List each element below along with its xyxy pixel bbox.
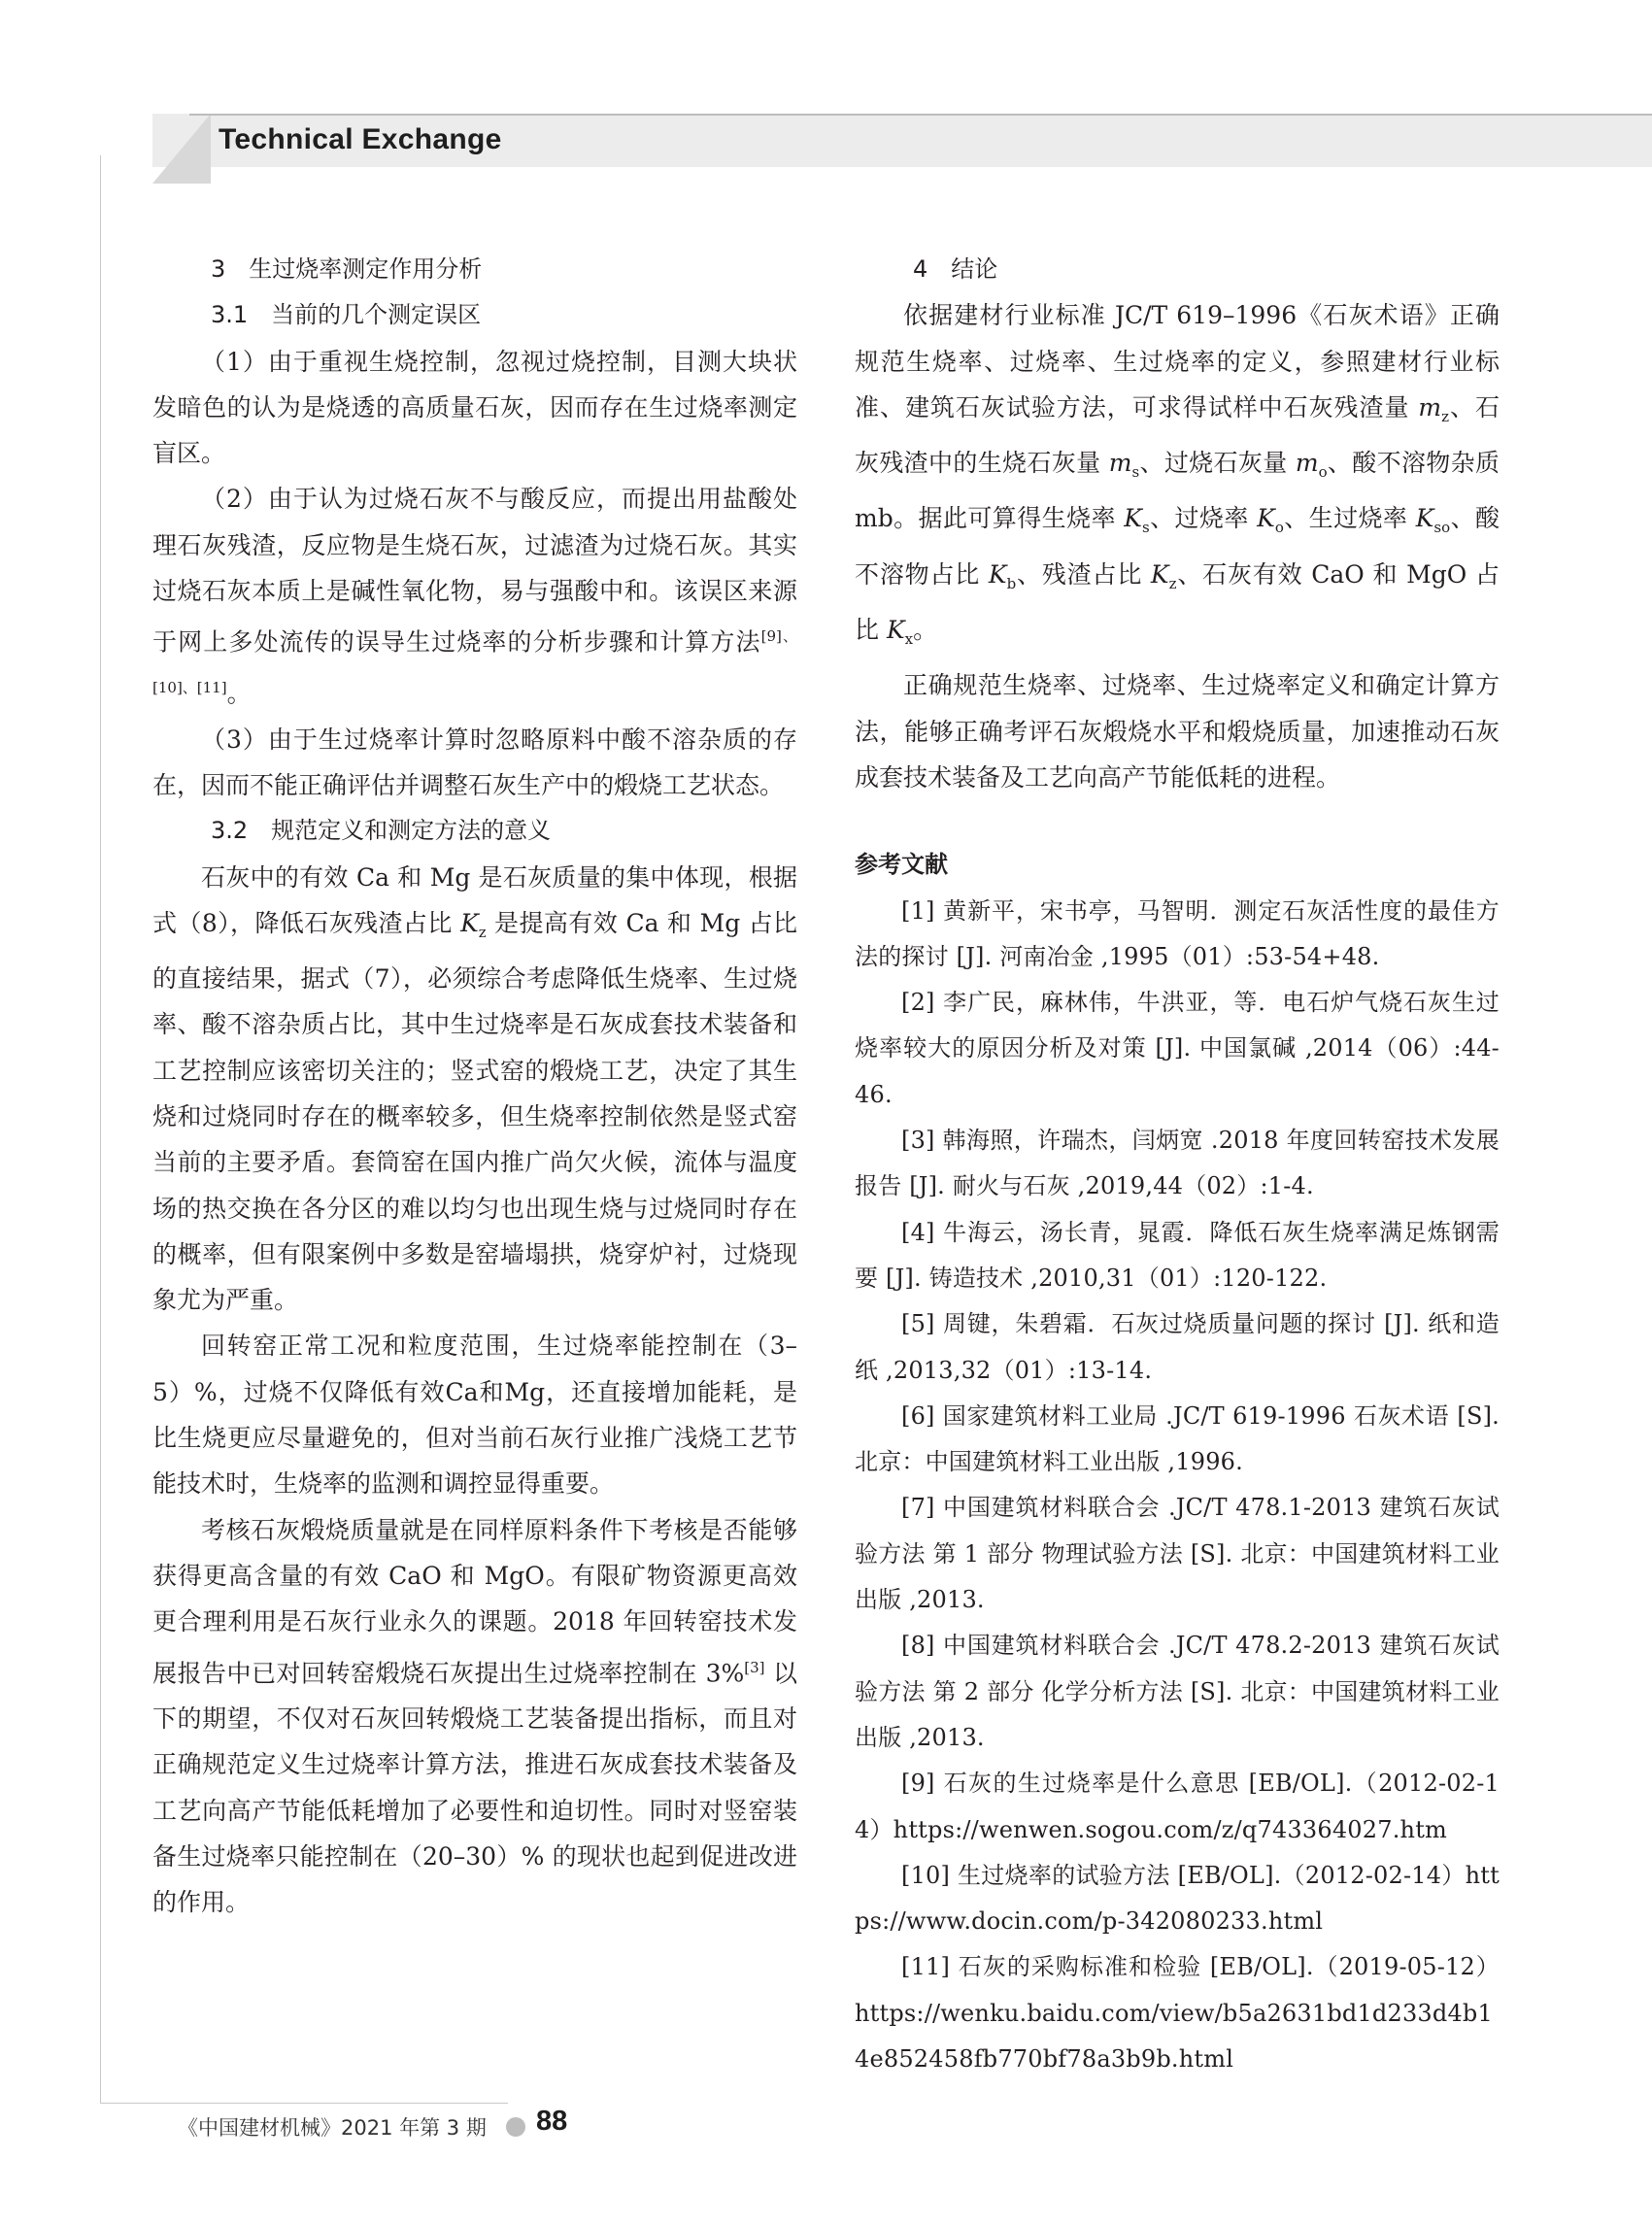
paragraph: （3）由于生过烧率计算时忽略原料中酸不溶杂质的存在，因而不能正确评估并调整石灰生产中的煅烧工艺状态。 <box>152 725 797 799</box>
reference-item: [2] 李广民，麻林伟，牛洪亚，等．电石炉气烧石灰生过烧率较大的原因分析及对策 [J]. 中国氯碱 ,2014（06）:44-46. <box>855 989 1500 1108</box>
page-number: 88 <box>536 2106 568 2137</box>
reference-item: [9] 石灰的生过烧率是什么意思 [EB/OL].（2012-02-14）https://wenwen.sogou.com/z/q743364027.htm <box>855 1770 1500 1843</box>
citation: [9]、[10]、[11] <box>152 627 797 696</box>
conclusion-paragraph: 正确规范生烧率、过烧率、生过烧率定义和确定计算方法，能够正确考评石灰煅烧水平和煅烧质量，加速推动石灰成套技术装备及工艺向高产节能低耗的进程。 <box>855 671 1500 792</box>
paragraph: （2）由于认为过烧石灰不与酸反应，而提出用盐酸处理石灰残渣，反应物是生烧石灰，过滤渣为过烧石灰。其实过烧石灰本质上是碱性氧化物，易与强酸中和。该误区来源于网上多处流传的误导生过烧率的分析步骤和计算方法[9]、[10]、[11]。 <box>152 485 797 708</box>
paragraph: 回转窑正常工况和粒度范围，生过烧率能控制在（3–5）%，过烧不仅降低有效Ca和Mg，还直接增加能耗，是比生烧更应尽量避免的，但对当前石灰行业推广浅烧工艺节能技术时，生烧率的监测和调控显得重要。 <box>152 1332 797 1499</box>
reference-item: [10] 生过烧率的试验方法 [EB/OL].（2012-02-14）https://www.docin.com/p-342080233.html <box>855 1861 1500 1936</box>
reference-item: [6] 国家建筑材料工业局 .JC/T 619-1996 石灰术语 [S]. 北京：中国建筑材料工业出版 ,1996. <box>855 1401 1500 1476</box>
header-wedge <box>152 114 211 184</box>
reference-item: [5] 周键，朱碧霜．石灰过烧质量问题的探讨 [J]. 纸和造纸 ,2013,32（01）:13-14. <box>855 1310 1500 1384</box>
left-column <box>152 247 797 1926</box>
paragraph: （1）由于重视生烧控制，忽视过烧控制，目测大块状发暗色的认为是烧透的高质量石灰，因而存在生过烧率测定盲区。 <box>152 347 797 468</box>
reference-item: [7] 中国建筑材料联合会 .JC/T 478.1-2013 建筑石灰试验方法 第 1 部分 物理试验方法 [S]. 北京：中国建筑材料工业出版 ,2013. <box>855 1494 1500 1614</box>
footer-journal: 《中国建材机械》2021 年第 3 期 <box>178 2116 487 2140</box>
paragraph: 考核石灰煅烧质量就是在同样原料条件下考核是否能够获得更高含量的有效 CaO 和 MgO。有限矿物资源更高效更合理利用是石灰行业永久的课题。2018 年回转窑技术发展报告中已对回转窑煅烧石灰提出生过烧率控制在 3%[3] 以下的期望，不仅对石灰回转煅烧工艺装备提出指标，而且对正确规范定义生过烧率计算方法，推进石灰成套技术装备及工艺向高产节能低耗增加了必要性和迫切性。同时对竖窑装备生过烧率只能控制在（20–30）% 的现状也起到促进改进的作用。 <box>152 1515 797 1917</box>
footer-dot-icon <box>506 2117 525 2137</box>
reference-item: [8] 中国建筑材料联合会 .JC/T 478.2-2013 建筑石灰试验方法 第 2 部分 化学分析方法 [S]. 北京：中国建筑材料工业出版 ,2013. <box>855 1632 1500 1751</box>
conclusion-paragraph: 依据建材行业标准 JC/T 619–1996《石灰术语》正确规范生烧率、过烧率、生过烧率的定义，参照建材行业标准、建筑石灰试验方法，可求得试样中石灰残渣量 $m_z$、石灰残渣中的生烧石灰量 $m_s$、过烧石灰量 $m_o$、酸不溶物杂质 mb。据此可算得生烧率 $K_s$、过烧率 $K_o$、生过烧率 $K_{so}$、酸不溶物占比 $K_b$、残渣占比 $K_z$、石灰有效 CaO 和 MgO 占比 $K_x$。 <box>855 301 1500 649</box>
reference-item: [11] 石灰的采购标准和检验 [EB/OL].（2019-05-12）https://wenku.baidu.com/view/b5a2631bd1d233d4b14e852458fb770bf78a3b9b.html <box>855 1953 1500 2073</box>
section-header-title: Technical Exchange <box>219 123 502 155</box>
section-3-2-heading: 3.2 规范定义和测定方法的意义 <box>211 817 552 845</box>
reference-item: [3] 韩海照，许瑞杰，闫炳宽 .2018 年度回转窑技术发展报告 [J]. 耐火与石灰 ,2019,44（02）:1-4. <box>855 1127 1500 1200</box>
page-frame-bottom <box>100 2103 508 2104</box>
header-rule <box>189 114 1652 116</box>
section-3-1-heading: 3.1 当前的几个测定误区 <box>211 301 482 329</box>
section-4-heading: 4 结论 <box>913 255 998 283</box>
right-column <box>855 247 1500 2082</box>
page-frame-left <box>100 155 101 2103</box>
section-3-heading: 3 生过烧率测定作用分析 <box>211 255 483 283</box>
reference-item: [1] 黄新平，宋书亭，马智明．测定石灰活性度的最佳方法的探讨 [J]. 河南冶金 ,1995（01）:53-54+48. <box>855 896 1500 970</box>
reference-item: [4] 牛海云，汤长青，晁霞．降低石灰生烧率满足炼钢需要 [J]. 铸造技术 ,2010,31（01）:120-122. <box>855 1218 1500 1292</box>
citation: [3] <box>744 1658 765 1676</box>
paragraph: 石灰中的有效 Ca 和 Mg 是石灰质量的集中体现，根据式（8），降低石灰残渣占比 $K_z$ 是提高有效 Ca 和 Mg 占比的直接结果，据式（7），必须综合考虑降低生烧率、生过烧率、酸不溶杂质占比，其中生过烧率是石灰成套技术装备和工艺控制应该密切关注的；竖式窑的煅烧工艺，决定了其生烧和过烧同时存在的概率较多，但生烧率控制依然是竖式窑当前的主要矛盾。套筒窑在国内推广尚欠火候，流体与温度场的热交换在各分区的难以均匀也出现生烧与过烧同时存在的概率，但有限案例中多数是窑墙塌拱，烧穿炉衬，过烧现象尤为严重。 <box>152 862 797 1315</box>
references-heading: 参考文献 <box>855 851 948 879</box>
